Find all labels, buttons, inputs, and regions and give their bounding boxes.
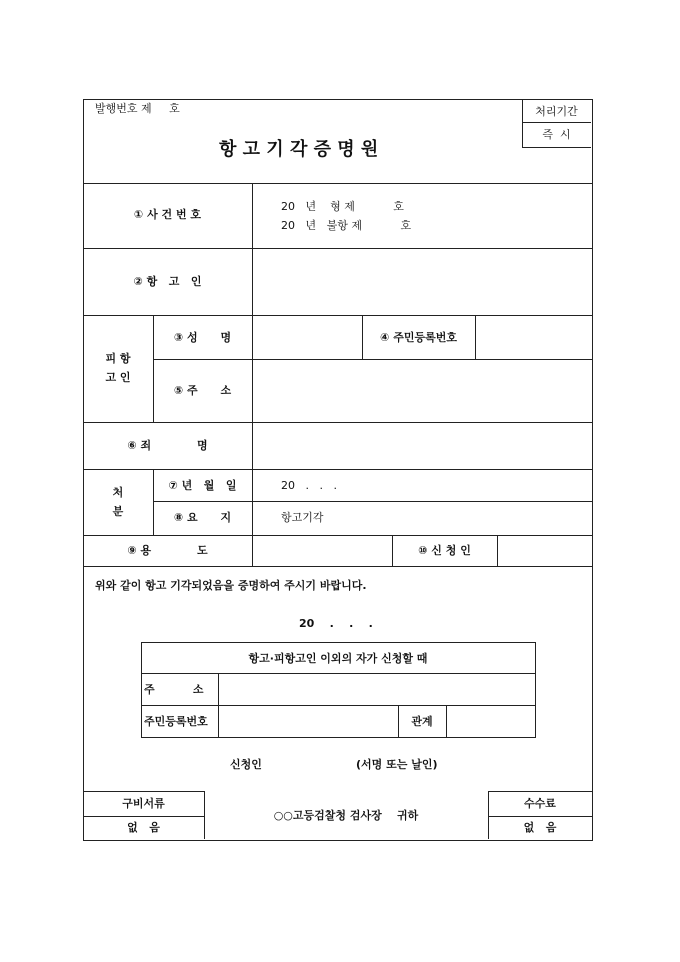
respondent-label-line-2: 고 인 [105, 371, 131, 384]
row-line-4 [153, 359, 592, 360]
third-party-relation-label: 관계 [411, 715, 433, 728]
third-party-address-label: 주 소 [144, 683, 204, 696]
col-line-label [252, 183, 253, 566]
required-docs-value: 없 음 [127, 821, 160, 834]
case-number-line-1: 20 년 형 제 호 [281, 200, 404, 213]
footer-top-line [83, 791, 204, 792]
third-party-col-3 [446, 705, 447, 737]
address-label: ⑤ 주 소 [173, 384, 232, 397]
addressee: ○○고등검찰청 검사장 귀하 [273, 809, 419, 822]
third-party-line-1 [141, 673, 535, 674]
case-number-label: ① 사 건 번 호 [133, 208, 202, 221]
respondent-label-line-1: 피 항 [105, 352, 131, 365]
date-label: ⑦ 년 월 일 [168, 479, 237, 492]
document-title: 항 고 기 각 증 명 원 [219, 139, 379, 160]
processing-period-label: 처리기간 [535, 105, 578, 118]
row-line-7 [153, 501, 592, 502]
row-line-5 [83, 422, 592, 423]
col-line-sub-2 [153, 469, 154, 535]
gist-value: 항고기각 [281, 511, 324, 524]
third-party-line-2 [141, 705, 535, 706]
gist-label: ⑧ 요 지 [173, 511, 232, 524]
statement-date: 20 . . . [299, 617, 373, 630]
row-line-8 [83, 535, 592, 536]
signature-note: (서명 또는 날인) [356, 758, 438, 771]
required-docs-label: 구비서류 [122, 797, 165, 810]
disposal-label-line-2: 분 [112, 505, 124, 518]
col-line-applicant-right [497, 535, 498, 566]
rrn-label: ④ 주민등록번호 [380, 331, 457, 344]
footer-top-line-right [488, 791, 592, 792]
processing-period-value: 즉 시 [542, 128, 571, 141]
fee-label: 수수료 [524, 797, 556, 810]
third-party-rrn-label: 주민등록번호 [144, 715, 208, 728]
appellant-label: ② 항 고 인 [133, 275, 202, 288]
usage-label: ⑨ 용 도 [127, 544, 208, 557]
row-line-2 [83, 248, 592, 249]
third-party-col-1 [218, 673, 219, 737]
col-line-rrn-right [475, 315, 476, 359]
footer-mid-line-left [83, 816, 204, 817]
applicant-signature-label: 신청인 [230, 758, 262, 771]
disposal-label-line-1: 처 [112, 486, 124, 499]
statement-text: 위와 같이 항고 기각되었음을 증명하여 주시기 바랍니다. [95, 579, 367, 592]
row-line-9 [83, 566, 592, 567]
processing-box-mid-line [522, 122, 591, 123]
footer-mid-line-right [488, 816, 592, 817]
fee-value: 없 음 [523, 821, 557, 834]
third-party-header: 항고·피항고인 이외의 자가 신청할 때 [248, 652, 428, 665]
name-label: ③ 성 명 [173, 331, 232, 344]
row-line-1 [83, 183, 592, 184]
row-line-6 [83, 469, 592, 470]
case-number-line-2: 20 년 불항 제 호 [281, 219, 412, 232]
row-line-3 [83, 315, 592, 316]
applicant-label: ⑩ 신 청 인 [418, 544, 471, 557]
issue-number-label: 발행번호 제 호 [95, 102, 180, 115]
date-value: 20 . . . [281, 479, 337, 492]
charge-label: ⑥ 죄 명 [127, 439, 208, 452]
processing-box-bottom-line [522, 147, 591, 148]
